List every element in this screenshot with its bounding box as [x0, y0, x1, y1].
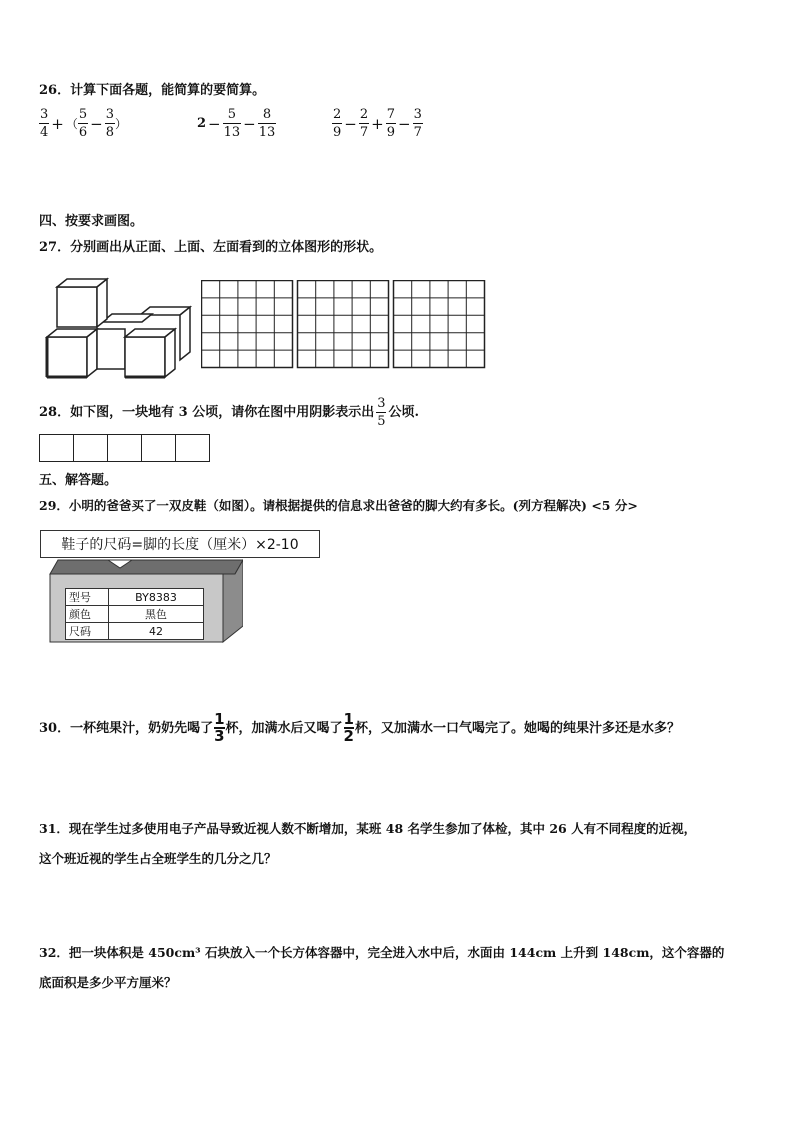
land-cell[interactable] — [107, 434, 142, 462]
q31-line-1: 31．现在学生过多使用电子产品导致近视人数不断增加，某班 48 名学生参加了体检，其中 26 人有不同程度的近视， — [39, 821, 697, 836]
shoe-size-formula: 鞋子的尺码=脚的长度（厘米）×2-10 — [40, 530, 320, 558]
denominator: 13 — [223, 125, 241, 140]
q28-text: 28．如下图，一块地有 3 公顷，请你在图中用阴影表示出 — [39, 405, 375, 420]
numerator: 1 — [343, 710, 354, 728]
q28-text-end: 公顷. — [388, 405, 420, 420]
cube-front-face — [47, 337, 87, 377]
cube-figure — [40, 272, 200, 382]
fraction — [376, 397, 386, 428]
grid-top-view — [298, 281, 389, 368]
denominator: 4 — [40, 125, 49, 140]
operator: − — [208, 114, 221, 133]
land-cell[interactable] — [175, 434, 210, 462]
fraction — [223, 108, 242, 139]
numerator: 2 — [333, 107, 342, 122]
table-cell: 黑色 — [109, 606, 204, 623]
section-5-heading: 五、解答题。 — [39, 473, 118, 488]
grid-front-view — [202, 281, 293, 368]
numerator: 3 — [377, 396, 386, 411]
cube-top-face — [102, 314, 152, 322]
table-row — [66, 623, 204, 640]
fraction — [332, 108, 342, 139]
grid-left-view — [394, 281, 485, 368]
cube-front-face — [125, 337, 165, 377]
fraction — [39, 108, 49, 139]
numerator: 1 — [214, 710, 225, 728]
table-cell: 42 — [109, 623, 204, 640]
denominator: 3 — [214, 727, 225, 745]
operator: − — [344, 114, 357, 133]
fraction — [105, 108, 115, 139]
q27-title: 27．分别画出从正面、上面、左面看到的立体图形的形状。 — [39, 240, 383, 255]
land-cell[interactable] — [39, 434, 74, 462]
table-row — [66, 606, 204, 623]
q32-line-1: 32．把一块体积是 450cm³ 石块放入一个长方体容器中，完全进入水中后，水面由 144cm 上升到 148cm，这个容器的 — [39, 945, 725, 960]
fraction — [78, 108, 88, 139]
operator: + — [371, 114, 384, 133]
cube-side-face — [87, 329, 97, 377]
q30-text-mid: 杯，加满水后又喝了 — [225, 720, 343, 736]
numerator: 5 — [78, 107, 88, 122]
drawing-grids — [201, 280, 491, 370]
numerator: 3 — [413, 107, 422, 122]
fraction — [386, 108, 396, 139]
denominator: 5 — [377, 414, 386, 429]
land-cell[interactable] — [141, 434, 176, 462]
shoe-info-table — [65, 588, 204, 640]
shoe-box-lid-top — [50, 560, 243, 574]
denominator: 9 — [333, 125, 342, 140]
table-cell: BY8383 — [109, 589, 204, 606]
numerator: 3 — [40, 107, 49, 122]
denominator: 7 — [359, 125, 369, 140]
number: 2 — [197, 116, 207, 131]
q26-title: 26．计算下面各题，能简算的要简算。 — [39, 83, 266, 98]
numerator: 7 — [386, 107, 395, 122]
q26-expression-3 — [332, 108, 423, 139]
numerator: 8 — [262, 107, 272, 122]
cube-front-face — [57, 287, 97, 327]
table-cell: 型号 — [66, 589, 109, 606]
denominator: 2 — [343, 727, 354, 745]
table-cell: 颜色 — [66, 606, 109, 623]
section-4-heading: 四、按要求画图。 — [39, 214, 144, 229]
q32-line-2: 底面积是多少平方厘米？ — [39, 975, 177, 990]
operator: − — [243, 114, 256, 133]
left-paren: （ — [65, 117, 78, 131]
cube-side-face — [97, 279, 107, 327]
operator: − — [90, 114, 103, 133]
fraction — [214, 712, 224, 744]
fraction — [344, 712, 354, 744]
q26-expression-2 — [197, 108, 276, 139]
land-strip[interactable] — [39, 434, 210, 462]
right-paren: ） — [115, 117, 128, 131]
operator: + — [51, 114, 64, 133]
numerator: 2 — [359, 107, 369, 122]
fraction — [413, 108, 423, 139]
numerator: 3 — [105, 107, 115, 122]
cube-side-face — [180, 307, 190, 360]
land-cell[interactable] — [73, 434, 108, 462]
operator: − — [398, 114, 411, 133]
q30-text: 30．一杯纯果汁，奶奶先喝了 — [39, 720, 214, 736]
table-row — [66, 589, 204, 606]
q28-title — [39, 397, 419, 428]
denominator: 7 — [413, 125, 422, 140]
denominator: 9 — [386, 125, 395, 140]
cube-side-face — [165, 329, 175, 377]
denominator: 6 — [78, 125, 88, 140]
q26-expression-1 — [39, 108, 127, 139]
q30-text-end: 杯，又加满水一口气喝完了。她喝的纯果汁多还是水多？ — [354, 720, 680, 736]
q30-title — [39, 712, 680, 744]
fraction — [359, 108, 369, 139]
denominator: 8 — [105, 125, 115, 140]
table-cell: 尺码 — [66, 623, 109, 640]
q29-title: 29．小明的爸爸买了一双皮鞋（如图）。请根据提供的信息求出爸爸的脚大约有多长。(列方程解决) <5 分> — [39, 498, 638, 513]
denominator: 13 — [258, 125, 276, 140]
numerator: 5 — [227, 107, 237, 122]
cube-front-face — [97, 329, 125, 369]
q31-line-2: 这个班近视的学生占全班学生的几分之几？ — [39, 851, 277, 866]
fraction — [258, 108, 277, 139]
